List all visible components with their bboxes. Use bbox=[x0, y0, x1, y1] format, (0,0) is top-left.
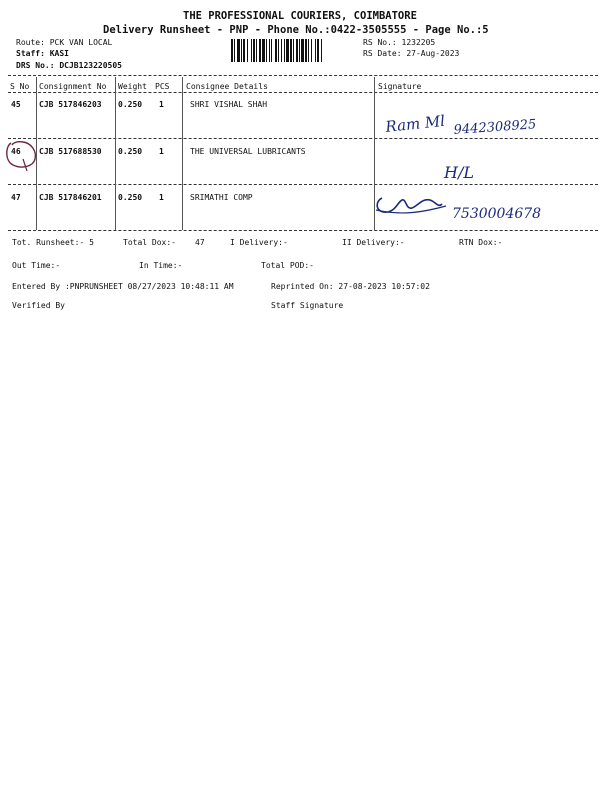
column-divider bbox=[182, 77, 183, 230]
svg-text:9442308925: 9442308925 bbox=[453, 117, 537, 138]
table-bottom-border bbox=[8, 230, 598, 231]
row-pcs: 1 bbox=[159, 193, 164, 202]
handwritten-signature-row45 bbox=[382, 102, 582, 142]
row-pcs: 1 bbox=[159, 100, 164, 109]
row-pcs: 1 bbox=[159, 147, 164, 156]
rs-date: RS Date: 27-Aug-2023 bbox=[363, 49, 460, 58]
column-divider bbox=[115, 77, 116, 230]
row-consignee: SHRI VISHAL SHAH bbox=[190, 100, 268, 109]
row-weight: 0.250 bbox=[118, 193, 143, 202]
drs-value: DCJB123220505 bbox=[59, 61, 122, 70]
row-sno: 45 bbox=[11, 100, 21, 109]
staff-label: Staff: KASI bbox=[16, 49, 69, 58]
staff-signature: Staff Signature bbox=[271, 301, 344, 310]
row-consignee: THE UNIVERSAL LUBRICANTS bbox=[190, 147, 306, 156]
rs-number: RS No.: 1232205 bbox=[363, 38, 436, 47]
entered-by: Entered By :PNPRUNSHEET 08/27/2023 10:48:11 AM bbox=[12, 282, 234, 291]
handwritten-signature-row47 bbox=[372, 188, 572, 228]
verified-by: Verified By bbox=[12, 301, 65, 310]
column-header-weight: Weight bbox=[118, 82, 147, 91]
row-divider bbox=[8, 184, 598, 185]
row-consignment: CJB 517688530 bbox=[39, 147, 102, 156]
tot-runsheet: Tot. Runsheet:- 5 bbox=[12, 238, 94, 247]
row-weight: 0.250 bbox=[118, 100, 143, 109]
total-dox-label: Total Dox:- bbox=[123, 238, 176, 247]
runsheet-title: Delivery Runsheet - PNP - Phone No.:0422-3505555 - Page No.:5 bbox=[103, 24, 489, 36]
svg-text:H/L: H/L bbox=[444, 163, 474, 182]
i-delivery: I Delivery:- bbox=[230, 238, 288, 247]
table-header-border bbox=[8, 92, 598, 93]
hand-circle-mark bbox=[3, 137, 47, 171]
row-consignment: CJB 517846203 bbox=[39, 100, 102, 109]
column-header-sno: S No bbox=[10, 82, 30, 91]
column-header-pcs: PCS bbox=[155, 82, 170, 91]
drs-number bbox=[16, 61, 122, 70]
in-time: In Time:- bbox=[139, 261, 183, 270]
row-consignee: SRIMATHI COMP bbox=[190, 193, 253, 202]
row-sno: 46 bbox=[11, 147, 21, 156]
table-top-border bbox=[8, 75, 598, 76]
total-dox-value: 47 bbox=[195, 238, 205, 247]
column-header-consignment: Consignment No bbox=[39, 82, 107, 91]
handwritten-mark-row46 bbox=[440, 158, 500, 186]
reprinted-on: Reprinted On: 27-08-2023 10:57:02 bbox=[271, 282, 430, 291]
route-label: Route: PCK VAN LOCAL bbox=[16, 38, 113, 47]
row-sno: 47 bbox=[11, 193, 21, 202]
row-consignment: CJB 517846201 bbox=[39, 193, 102, 202]
row-weight: 0.250 bbox=[118, 147, 143, 156]
svg-text:7530004678: 7530004678 bbox=[452, 206, 542, 222]
column-header-signature: Signature bbox=[378, 82, 422, 91]
company-name: THE PROFESSIONAL COURIERS, COIMBATORE bbox=[183, 10, 417, 22]
out-time: Out Time:- bbox=[12, 261, 61, 270]
barcode-image bbox=[231, 39, 354, 62]
ii-delivery: II Delivery:- bbox=[342, 238, 405, 247]
rtn-dox: RTN Dox:- bbox=[459, 238, 503, 247]
column-header-consignee: Consignee Details bbox=[186, 82, 268, 91]
drs-label: DRS No.: bbox=[16, 61, 55, 70]
svg-text:Ram Ml: Ram Ml bbox=[384, 111, 446, 136]
total-pod: Total POD:- bbox=[261, 261, 314, 270]
